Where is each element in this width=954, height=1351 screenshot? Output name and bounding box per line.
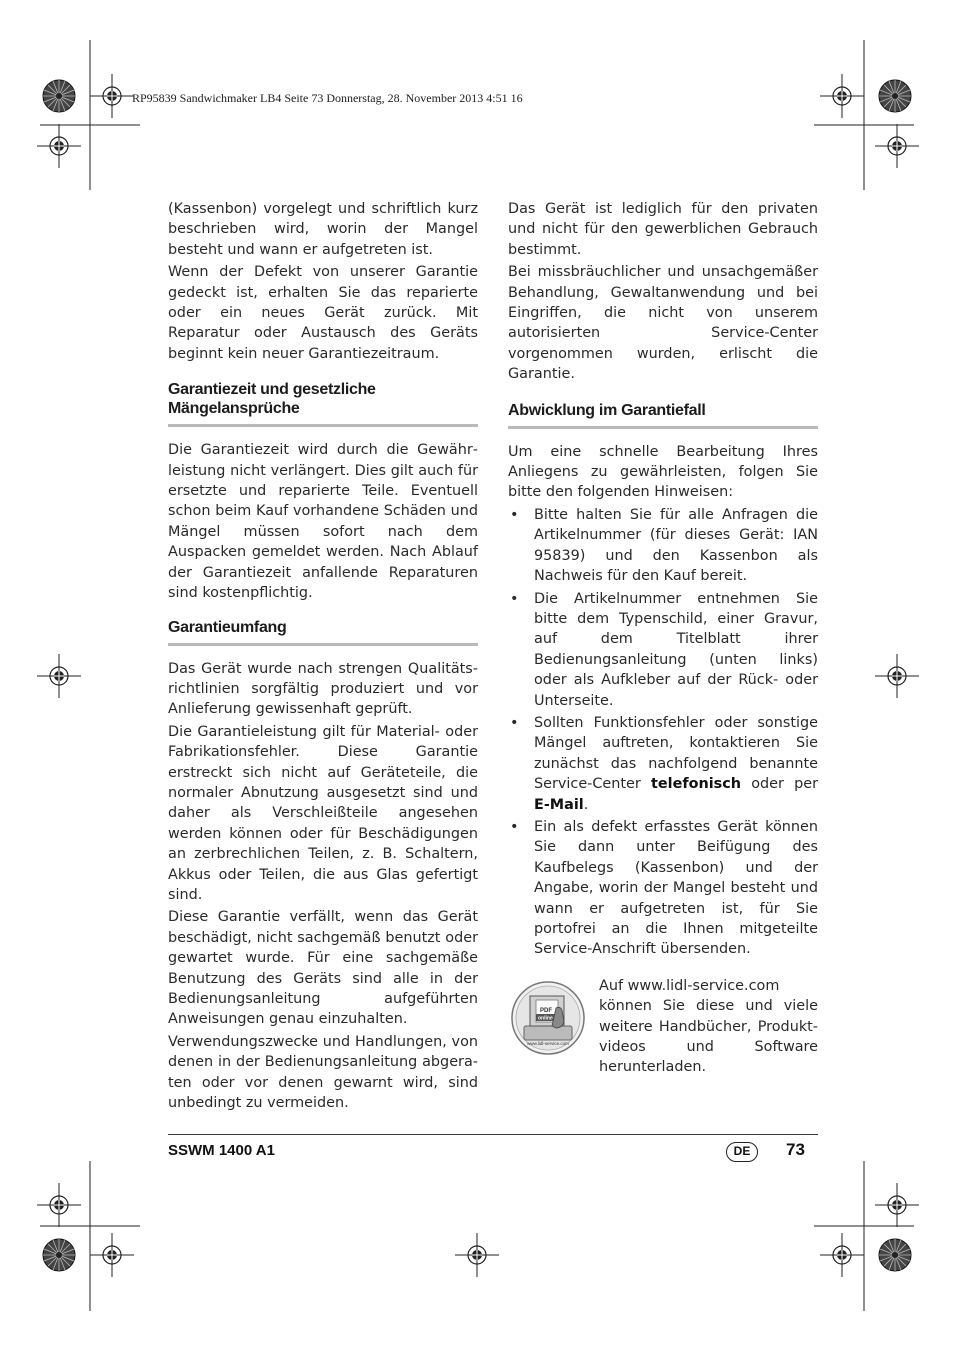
list-item	[508, 817, 818, 960]
bullet-icon: •	[510, 506, 519, 523]
paragraph: Das Gerät wurde nach strengen Qualitätsrichtlinien sorgfältig produziert und vor Anlieferung gewissenhaft geprüft.	[168, 660, 478, 718]
paragraph: Um eine schnelle Bearbeitung Ihres Anliegens zu gewährleisten, folgen Sie bitte den folgenden Hinweisen:	[508, 443, 818, 501]
print-header: RP95839 Sandwichmaker LB4 Seite 73 Donnerstag, 28. November 2013 4:51 16	[132, 91, 523, 105]
icon-url: www.lidl-service.com	[527, 1040, 569, 1046]
paragraph: Die Garantiezeit wird durch die Gewährleistung nicht verlängert. Dies gilt auch für ersetzte und reparierte Teile. Eventuell schon beim Kauf vorhandene Schäden und Mängel müssen sofort nach dem Auspacken gemeldet werden. Nach Ablauf der Garantiezeit anfallende Reparaturen sind kostenpflichtig.	[168, 442, 478, 602]
paragraph: Bei missbräuchlicher und unsachgemäßer Behandlung, Gewaltanwendung und bei Eingriffen, die nicht von unserem autorisierten Service-Center vorgenommen wurden, erlischt die Garantie.	[508, 264, 818, 383]
lidl-service-icon	[510, 980, 586, 1056]
left-column	[168, 199, 478, 1115]
paragraph: Die Garantieleistung gilt für Material- oder Fabrikationsfehler. Diese Garantie erstreckt sich nicht auf Geräteteile, die normaler Abnutzung ausgesetzt sind und daher als Verschleißteile angesehen werden können oder für Beschädigungen an zerbrechlichen Teilen, z. B. Schaltern, Akkus oder Teilen, die aus Glas gefertigt sind.	[168, 723, 478, 903]
list-item-text: Ein als defekt erfasstes Gerät können Sie dann unter Beifügung des Kaufbelegs (Kassenbon) und der Angabe, worin der Mangel besteht und wann er aufgetreten ist, für Sie portofrei an die Ihnen mitgeteilte Service-Anschrift übersenden.	[534, 818, 818, 958]
list-item	[508, 589, 818, 711]
footer-rule	[168, 1134, 818, 1135]
bold-telefonisch: telefonisch	[651, 776, 742, 793]
heading-garantieumfang: Garantieumfang	[168, 618, 478, 646]
heading-garantiezeit	[168, 380, 478, 427]
icon-label-pdf: PDF	[540, 1007, 552, 1014]
bullet-list	[508, 505, 818, 960]
paragraph: Wenn der Defekt von unserer Garantie gedeckt ist, erhalten Sie das reparierte oder ein neues Gerät zurück. Mit Reparatur oder Austausch des Geräts beginnt kein neuer Garantiezeitraum.	[168, 264, 478, 362]
list-item-text: Sollten Funktionsfehler oder sonstige Mängel auftreten, kontaktieren Sie zunächst das nachfolgend benannte Service-Center	[534, 714, 818, 793]
paragraph: Diese Garantie verfällt, wenn das Gerät beschädigt, nicht sachgemäß benutzt oder gewartet wurde. Für eine sachgemäße Benutzung des Geräts sind alle in der Bedienungsanleitung aufgeführten Anweisungen genau einzuhalten.	[168, 909, 478, 1028]
icon-label-online: online	[538, 1015, 553, 1022]
bullet-icon: •	[510, 590, 519, 607]
list-item-text: Bitte halten Sie für alle Anfragen die Artikelnummer (für dieses Gerät: IAN 95839) und den Kassenbon als Nachweis für den Kauf bereit.	[534, 506, 818, 585]
lidl-service-box	[508, 976, 818, 1076]
paragraph: können Sie diese und viele weitere Handbücher, Produktvideos und Software herunterladen.	[599, 998, 818, 1076]
lidl-line: Auf www.lidl-service.com	[599, 977, 780, 994]
bold-email: E-Mail	[534, 796, 584, 813]
heading-abwicklung: Abwicklung im Garantiefall	[508, 401, 818, 429]
list-item-text: .	[583, 796, 589, 813]
paragraph: (Kassenbon) vorgelegt und schriftlich kurz beschrieben wird, worin der Mangel besteht und wann er aufgetreten ist.	[168, 201, 478, 258]
bullet-icon: •	[510, 714, 519, 731]
right-column	[508, 199, 818, 1076]
bullet-icon: •	[510, 818, 519, 835]
paragraph: Verwendungszwecke und Handlungen, von denen in der Bedienungsanleitung abgeraten oder vor denen gewarnt wird, sind unbedingt zu vermeiden.	[168, 1033, 478, 1112]
heading-line: Mängelansprüche	[168, 400, 300, 418]
lidl-service-text	[599, 976, 818, 1080]
list-item	[508, 505, 818, 587]
heading-line: Garantiezeit und gesetzliche	[168, 381, 376, 399]
list-item-text: Die Artikelnummer entnehmen Sie bitte dem Typenschild, einer Gravur, auf dem Titelblatt ihrer Bedienungsanleitung (unten links) oder als Aufkleber auf der Rück- oder Unterseite.	[534, 590, 818, 709]
list-item	[508, 713, 818, 815]
page-number: 73	[786, 1140, 805, 1159]
footer-model: SSWM 1400 A1	[168, 1142, 275, 1159]
paragraph: Das Gerät ist lediglich für den privaten und nicht für den gewerblichen Gebrauch bestimmt.	[508, 201, 818, 258]
language-badge: DE	[726, 1142, 758, 1162]
list-item-text: oder per	[741, 776, 819, 793]
